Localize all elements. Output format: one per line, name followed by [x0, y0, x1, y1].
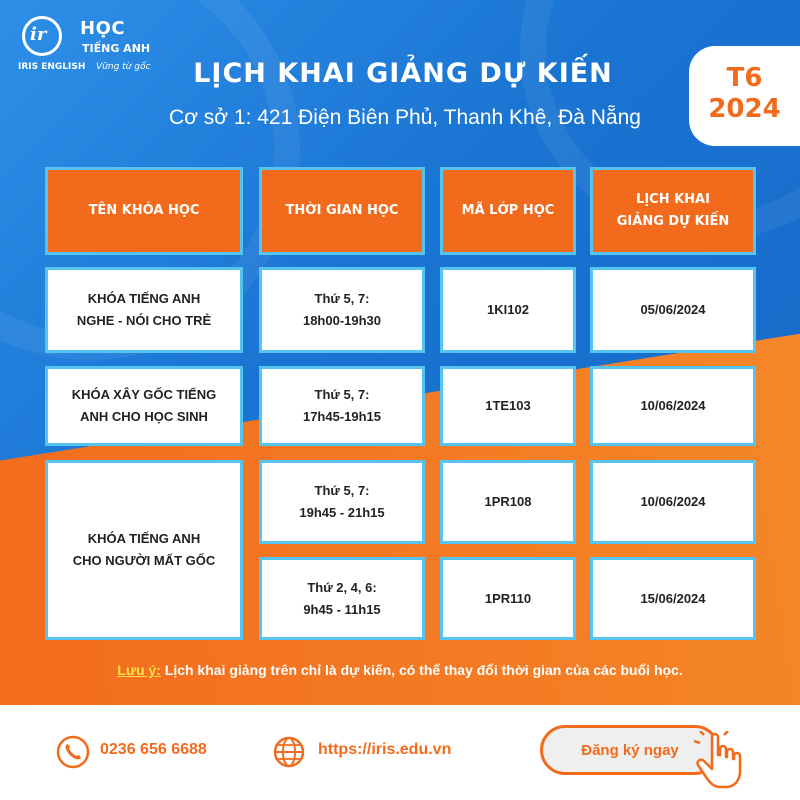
- page-subtitle: Cơ sở 1: 421 Điện Biên Phủ, Thanh Khê, Đà Nẵng: [169, 106, 641, 129]
- month-badge: [689, 46, 800, 146]
- phone-icon: [56, 735, 90, 769]
- header-start-date-line1: LỊCH KHAI: [636, 192, 710, 207]
- class-code-cell: [440, 460, 576, 544]
- start-date-text: 10/06/2024: [640, 398, 706, 413]
- header-start-date: [590, 167, 756, 255]
- header-course-name: [45, 167, 243, 255]
- header-class-code-text: MÃ LỚP HỌC: [461, 203, 555, 218]
- phone-number-link[interactable]: 0236 656 6688: [100, 741, 207, 758]
- class-code-text: 1PR110: [484, 590, 532, 606]
- header-start-date-line2: GIẢNG DỰ KIẾN: [616, 214, 730, 229]
- logo-brand-name: IRIS ENGLISH: [18, 62, 86, 72]
- logo-hoc-text: HỌC: [80, 18, 126, 39]
- start-date-cell: [590, 557, 756, 640]
- start-date-cell: [590, 267, 756, 353]
- footer: [0, 705, 800, 800]
- course-name-cell: [45, 267, 243, 353]
- course-name-line1: KHÓA XÂY GỐC TIẾNG: [71, 387, 217, 402]
- logo-mark: ir: [30, 24, 47, 45]
- schedule-time: 9h45 - 11h15: [303, 601, 381, 617]
- class-code-cell: [440, 557, 576, 640]
- header-schedule: [259, 167, 425, 255]
- schedule-note: [0, 662, 800, 678]
- schedule-days: Thứ 2, 4, 6:: [307, 579, 377, 595]
- start-date-cell: [590, 366, 756, 446]
- course-name-line2: ANH CHO HỌC SINH: [80, 409, 208, 424]
- header-class-code: [440, 167, 576, 255]
- schedule-cell: [259, 366, 425, 446]
- course-name-cell: [45, 460, 243, 640]
- logo-slogan: Vững từ gốc: [96, 62, 151, 72]
- course-name-line1: KHÓA TIẾNG ANH: [87, 291, 201, 306]
- pointer-hand-icon: [690, 731, 750, 791]
- course-name-line1: KHÓA TIẾNG ANH: [87, 531, 201, 546]
- page-title: LỊCH KHAI GIẢNG DỰ KIẾN: [193, 58, 613, 89]
- class-code-text: 1TE103: [485, 398, 531, 413]
- iris-logo: [18, 14, 168, 76]
- register-now-button[interactable]: Đăng ký ngay: [540, 725, 720, 775]
- schedule-time: 17h45-19h15: [302, 409, 382, 424]
- globe-icon: [272, 735, 306, 769]
- note-text: Lịch khai giảng trên chỉ là dự kiến, có thể thay đổi thời gian của các buổi học.: [160, 662, 683, 678]
- class-code-cell: [440, 366, 576, 446]
- logo-tieng-anh-text: TIẾNG ANH: [82, 42, 151, 55]
- course-name-line2: CHO NGƯỜI MẤT GỐC: [72, 553, 216, 568]
- start-date-text: 05/06/2024: [640, 302, 706, 317]
- schedule-cell: [259, 557, 425, 640]
- schedule-days: Thứ 5, 7:: [314, 291, 370, 306]
- class-code-text: 1KI102: [487, 302, 529, 317]
- schedule-time: 18h00-19h30: [302, 313, 382, 328]
- course-name-line2: NGHE - NÓI CHO TRẺ: [76, 313, 212, 328]
- start-date-text: 10/06/2024: [640, 494, 706, 509]
- class-code-text: 1PR108: [484, 494, 532, 509]
- schedule-days: Thứ 5, 7:: [314, 483, 370, 498]
- schedule-cell: [259, 460, 425, 544]
- start-date-text: 15/06/2024: [640, 590, 706, 606]
- class-code-cell: [440, 267, 576, 353]
- month-label: T6: [726, 63, 763, 93]
- note-label: Lưu ý:: [117, 662, 161, 678]
- year-label: 2024: [708, 94, 781, 124]
- schedule-days: Thứ 5, 7:: [314, 387, 370, 402]
- header-schedule-text: THỜI GIAN HỌC: [285, 203, 399, 218]
- schedule-cell: [259, 267, 425, 353]
- website-link[interactable]: https://iris.edu.vn: [318, 741, 452, 758]
- start-date-cell: [590, 460, 756, 544]
- course-name-cell: [45, 366, 243, 446]
- header-course-name-text: TÊN KHÓA HỌC: [88, 203, 200, 218]
- schedule-time: 19h45 - 21h15: [299, 505, 385, 520]
